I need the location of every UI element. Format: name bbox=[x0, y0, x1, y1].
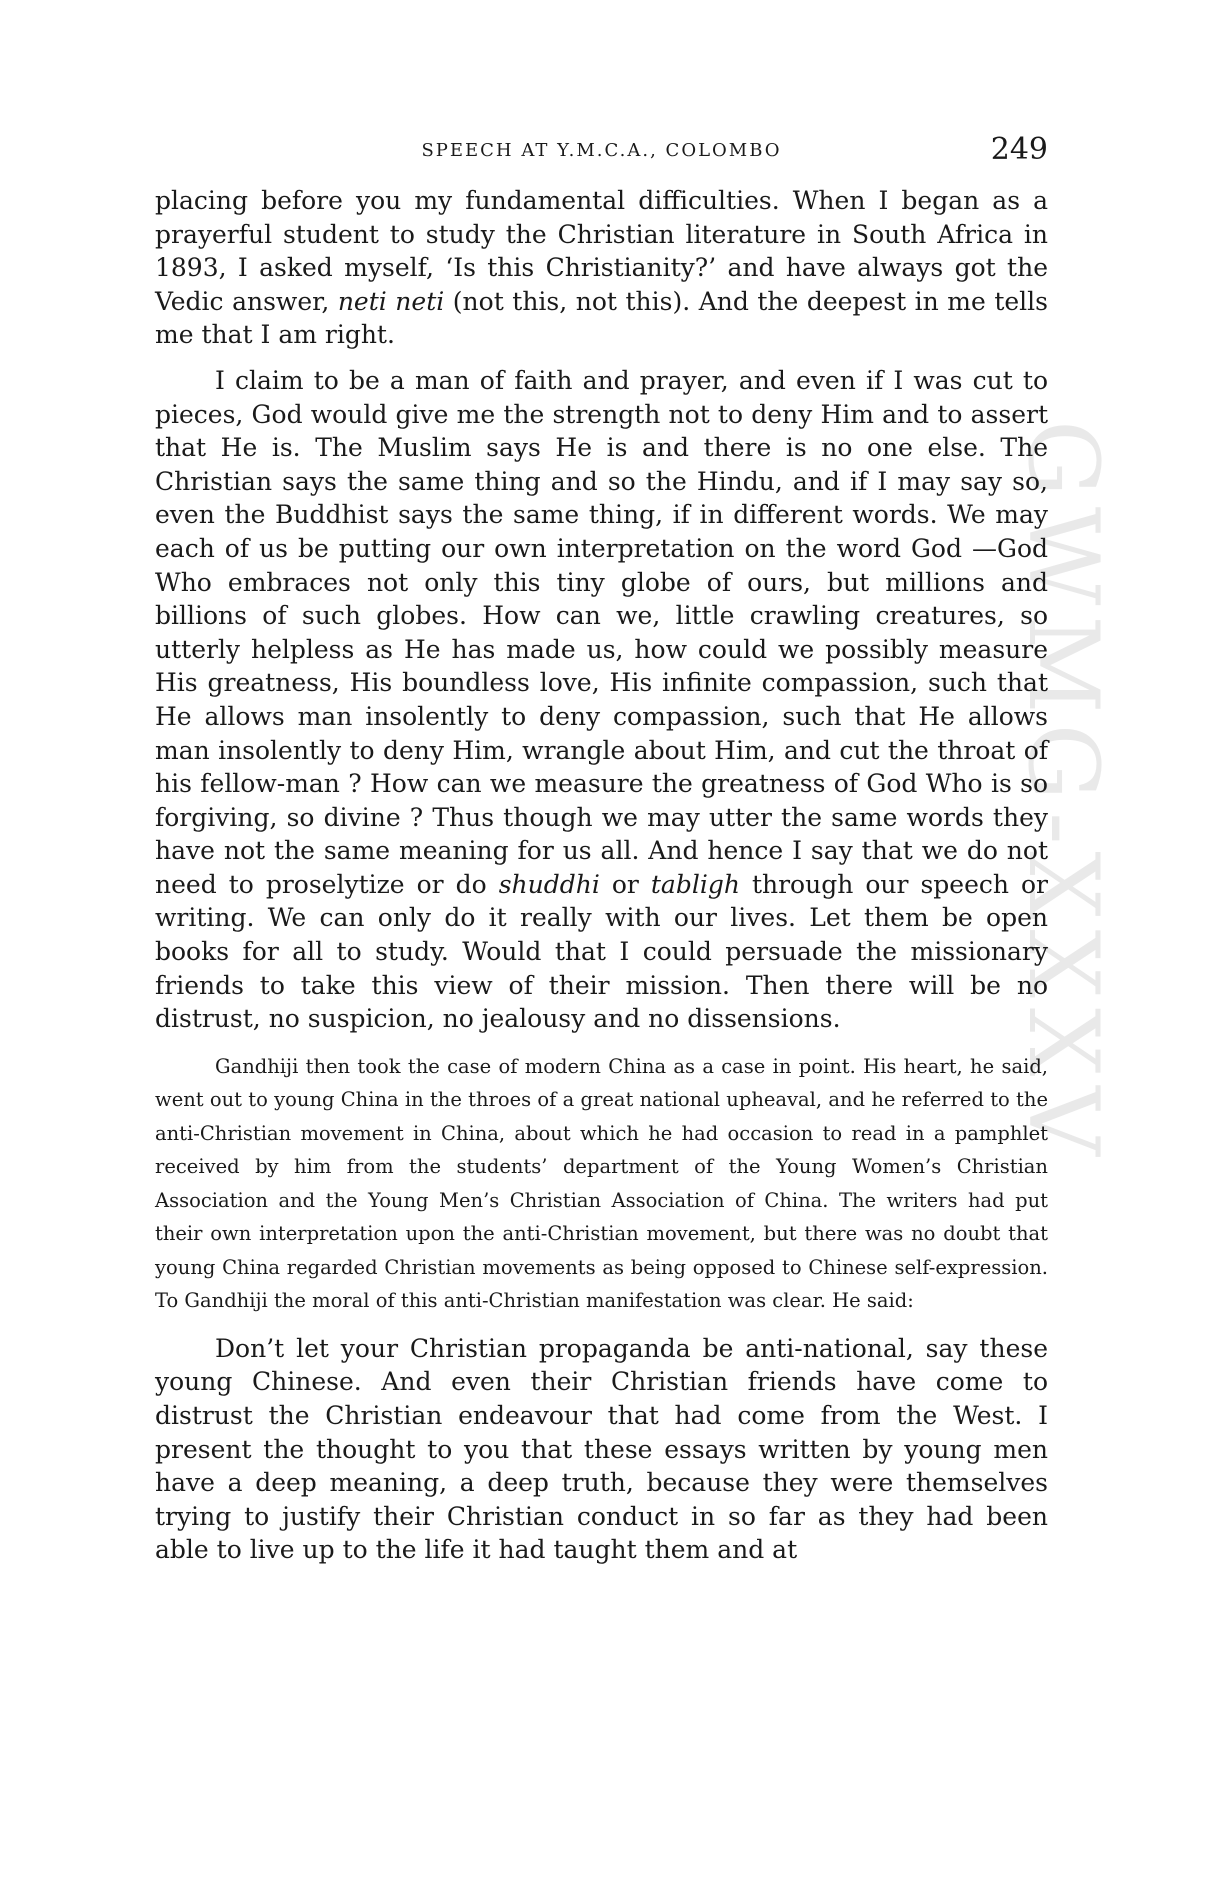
paragraph-2-or: or bbox=[611, 869, 639, 899]
paragraph-1-end: (not this, not this). And the deepest in me tells me that I am right. bbox=[155, 286, 1049, 350]
paragraph-2 bbox=[155, 364, 1048, 1036]
paragraph-2-text-a: I claim to be a man of faith and prayer, and even if I was cut to pieces, God would give me the strength not to deny Him and to assert that He is. The Muslim says He is and there is no one else. The Christian says the same thing and so the Hindu, and if I may say so, even the Buddhist says the same thing, if in different words. We may each of us be putting our own interpretation on the word God —God Who embraces not only this tiny globe of ours, but millions and billions of such globes. How can we, little crawling creatures, so utterly helpless as He has made us, how could we possibly measure His greatness, His boundless love, His infinite compassion, such that He allows man insolently to deny compassion, such that He allows man insolently to deny Him, wrangle about Him, and cut the throat of his fellow-man ? How can we measure the greatness of God Who is so forgiving, so divine ? Thus though we may utter the same words they have not the same meaning for us all. And hence I say that we do not need to proselytize or do bbox=[155, 365, 1048, 899]
paragraph-2-text-b: through our speech or writing. We can only do it really with our lives. Let them be open books for all to study. Would that I could persuade the missionary friends to take this view of their mission. Then there will be no distrust, no suspicion, no jealousy and no dissensions. bbox=[155, 869, 1048, 1034]
paragraph-1 bbox=[155, 184, 1048, 352]
page-body bbox=[155, 184, 1048, 1567]
paragraph-2-italic-shuddhi: shuddhi bbox=[498, 869, 600, 899]
paragraph-2-italic-tabligh: tabligh bbox=[650, 869, 740, 899]
watermark-text: GWMG-XXXV bbox=[1007, 420, 1119, 1166]
paragraph-1-italic: neti neti bbox=[337, 286, 445, 316]
page-number: 249 bbox=[990, 132, 1048, 167]
narration-paragraph: Gandhiji then took the case of modern China as a case in point. His heart, he said, went out to young China in the throes of a great national upheaval, and he referred to the anti-Christian movement in China, about which he had occasion to read in a pamphlet received by him from the students’ department of the Young Women’s Christian Association and the Young Men’s Christian Association of China. The writers had put their own interpretation upon the anti-Christian movement, but there was no doubt that young China regarded Christian movements as being opposed to Chinese self-expression. To Gandhiji the moral of this anti-Christian manifestation was clear. He said: bbox=[155, 1054, 1048, 1313]
page-header bbox=[155, 132, 1048, 172]
paragraph-1-text: placing before you my fundamental difficulties. When I began as a prayerful student to study the Christian literature in South Africa in 1893, I asked myself, ‘Is this Christianity?’ and have always got the Vedic answer, bbox=[155, 186, 1048, 316]
running-head: SPEECH AT Y.M.C.A., COLOMBO bbox=[421, 140, 782, 161]
paragraph-3: Don’t let your Christian propaganda be anti-national, say these young Chinese. And even their Christian friends have come to distrust the Christian endeavour that had come from the West. I present the thought to you that these essays written by young men have a deep meaning, a deep truth, because they were themselves trying to justify their Christian conduct in so far as they had been able to live up to the life it had taught them and at bbox=[155, 1333, 1048, 1565]
